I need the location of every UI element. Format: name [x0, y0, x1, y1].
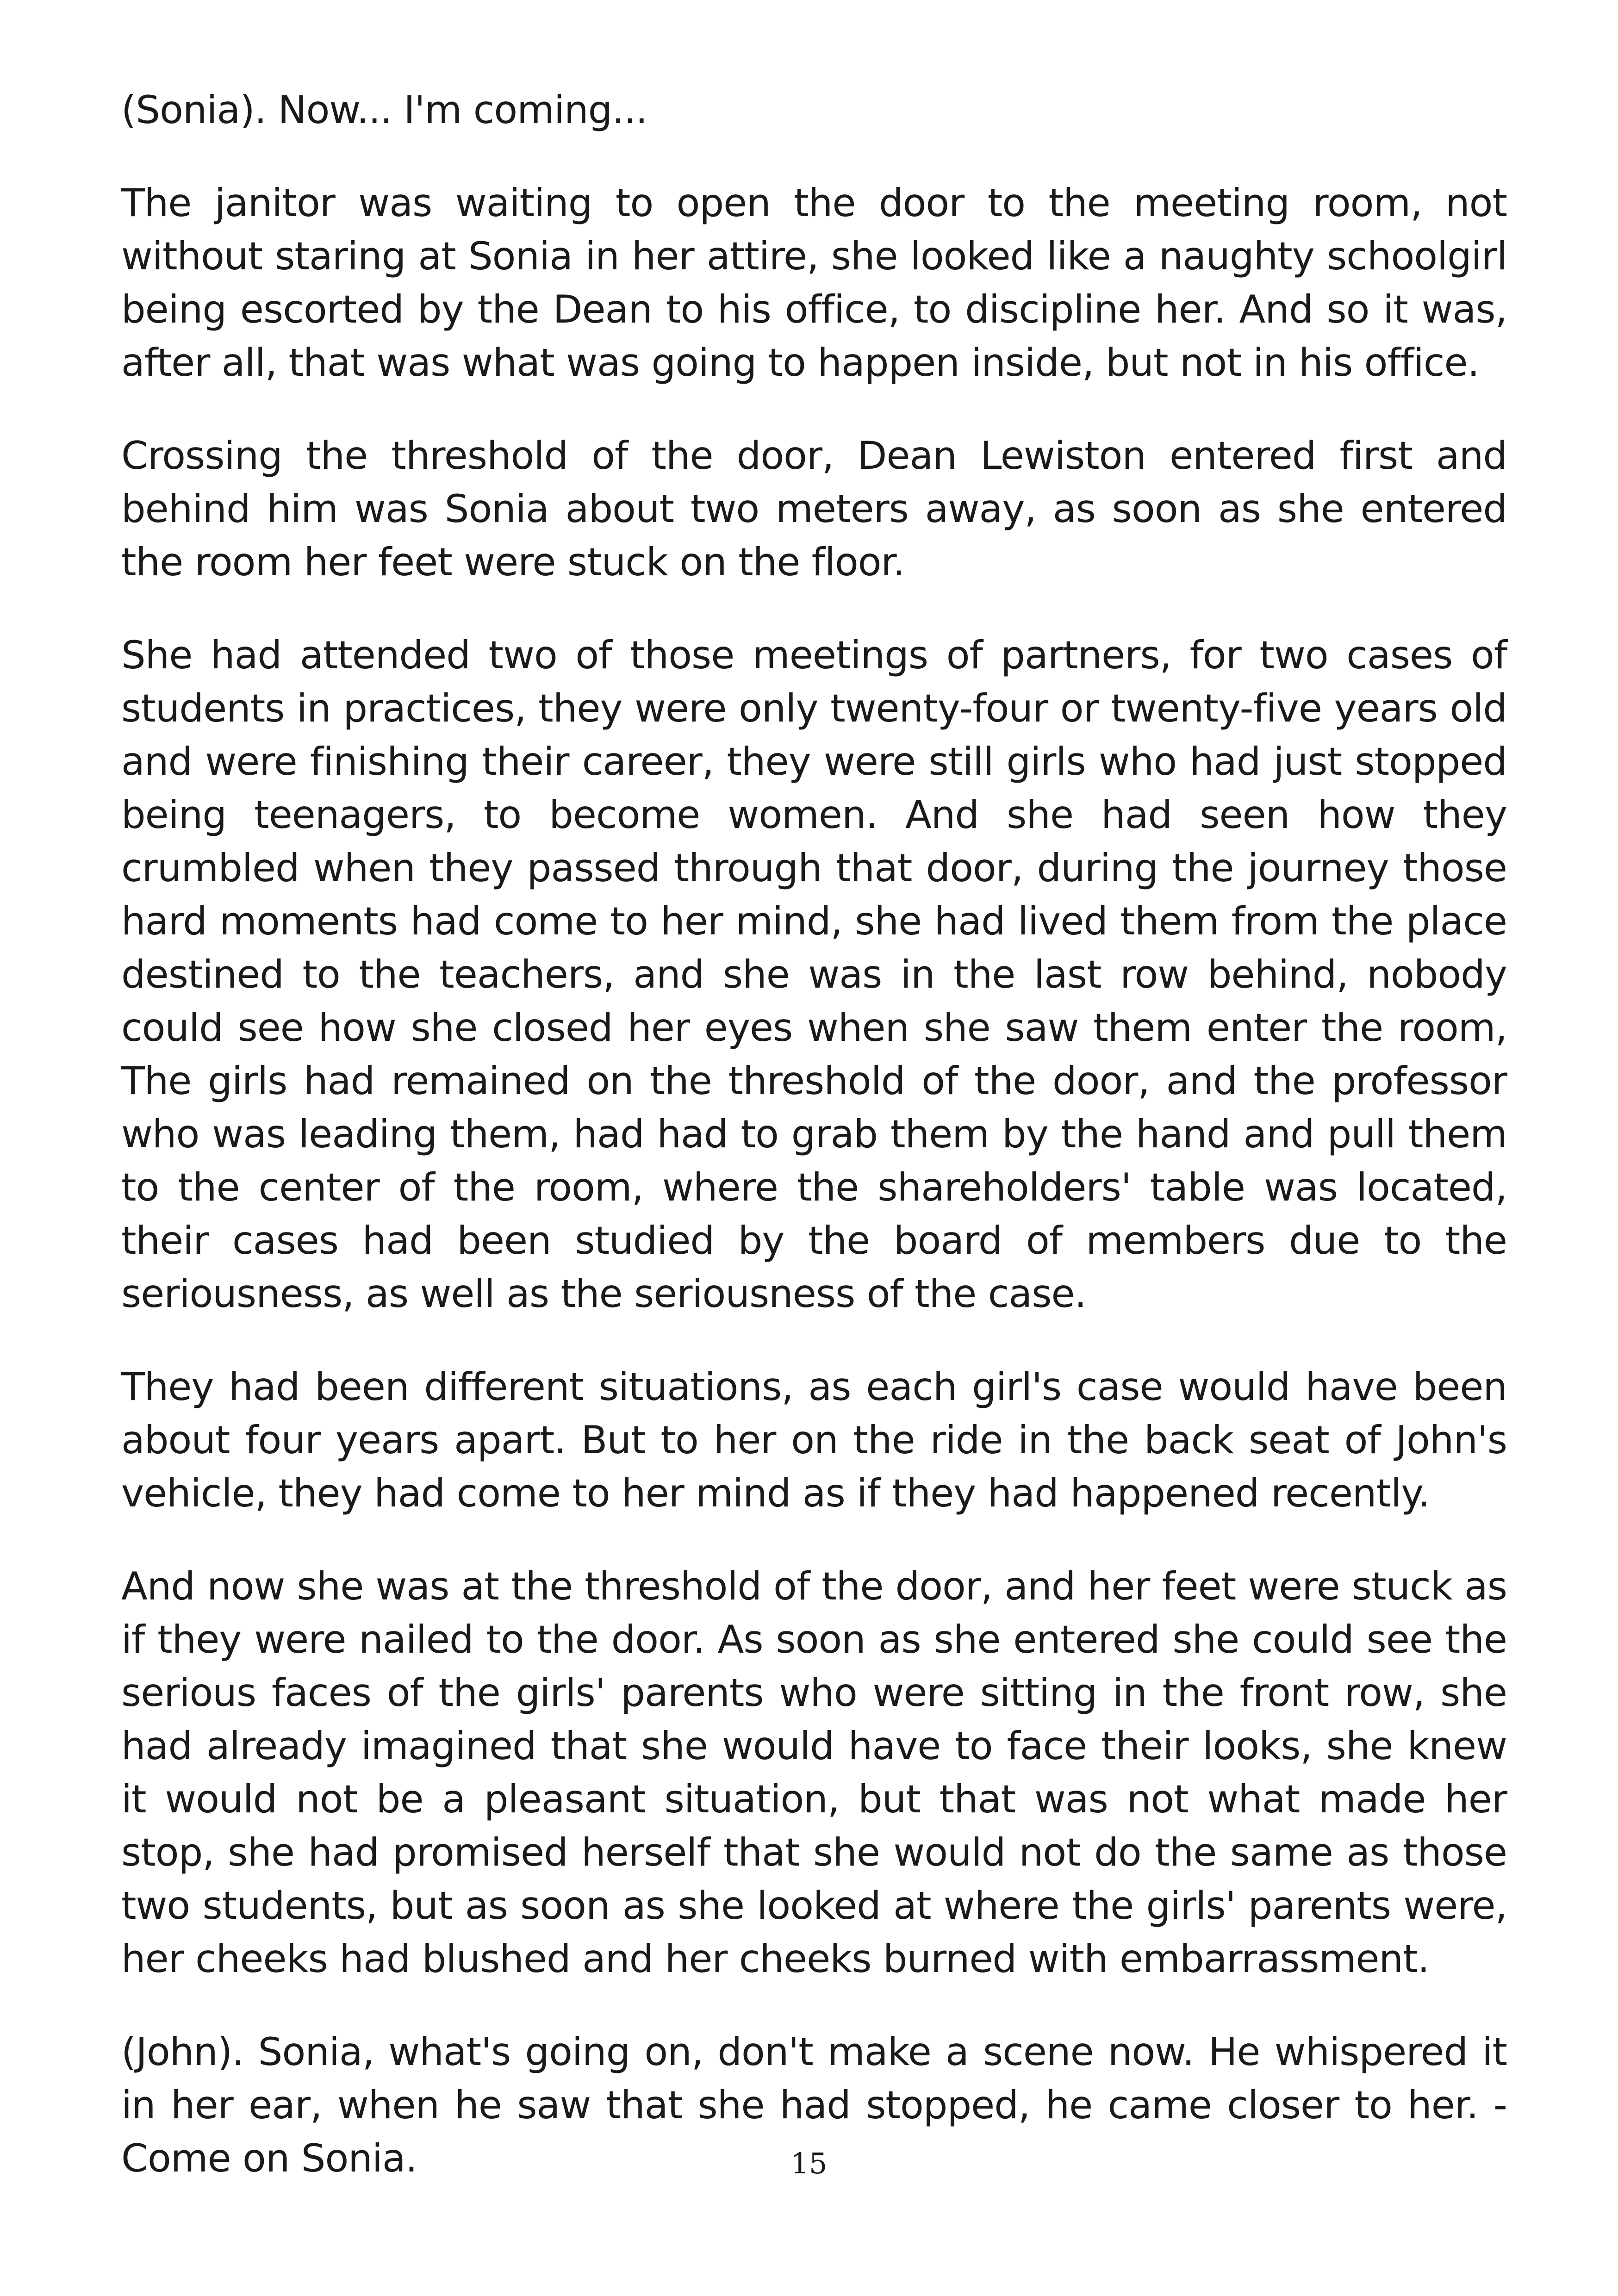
body-text: [121, 83, 1507, 2185]
paragraph-2: The janitor was waiting to open the door to the meeting room, not without staring at Sonia in her attire, she looked like a naughty schoolgirl being escorted by the Dean to his office, to discipline her. And so it was, after all, that was what was going to happen inside, but not in his office.: [121, 180, 1507, 385]
paragraph-5: They had been different situations, as each girl's case would have been about four years apart. But to her on the ride in the back seat of John's vehicle, they had come to her mind as if they had happened recently.: [121, 1364, 1507, 1516]
page-number: 15: [790, 2147, 828, 2180]
paragraph-4: She had attended two of those meetings of partners, for two cases of students in practices, they were only twenty-four or twenty-five years old and were finishing their career, they were still girls who had just stopped being teenagers, to become women. And she had seen how they crumbled when they passed through that door, during the journey those hard moments had come to her mind, she had lived them from the place destined to the teachers, and she was in the last row behind, nobody could see how she closed her eyes when she saw them enter the room, The girls had remained on the threshold of the door, and the professor who was leading them, had had to grab them by the hand and pull them to the center of the room, where the shareholders' table was located, their cases had been studied by the board of members due to the seriousness, as well as the seriousness of the case.: [121, 633, 1507, 1316]
paragraph-1: (Sonia). Now... I'm coming...: [121, 87, 647, 132]
paragraph-3: Crossing the threshold of the door, Dean Lewiston entered first and behind him was Sonia about two meters away, as soon as she entered the room her feet were stuck on the floor.: [121, 433, 1507, 585]
paragraph-6: And now she was at the threshold of the door, and her feet were stuck as if they were nailed to the door. As soon as she entered she could see the serious faces of the girls' parents who were sitting in the front row, she had already imagined that she would have to face their looks, she knew it would not be a pleasant situation, but that was not what made her stop, she had promised herself that she would not do the same as those two students, but as soon as she looked at where the girls' parents were, her cheeks had blushed and her cheeks burned with embarrassment.: [121, 1564, 1507, 1981]
paragraph-7: (John). Sonia, what's going on, don't make a scene now. He whispered it in her ear, when he saw that she had stopped, he came closer to her. - Come on Sonia.: [121, 2029, 1507, 2181]
